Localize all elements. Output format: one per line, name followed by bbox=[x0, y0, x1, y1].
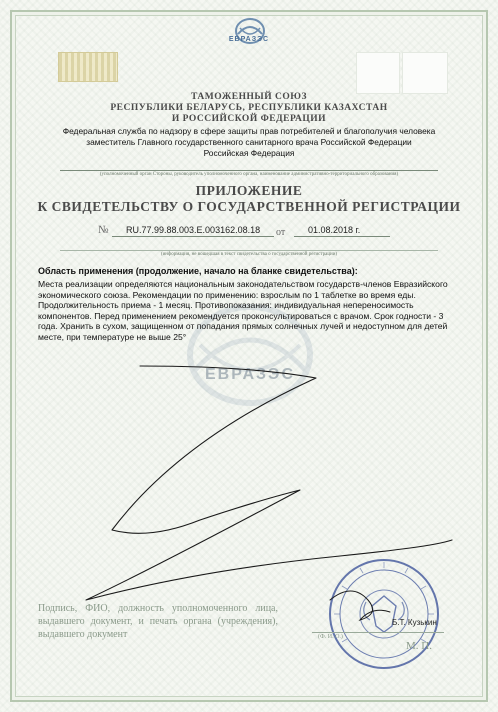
blank-box-left bbox=[356, 52, 400, 94]
date-label: от bbox=[276, 227, 286, 238]
title-line-1: ПРИЛОЖЕНИЕ bbox=[195, 183, 303, 198]
scope-paragraph: Места реализации определяются национальным законодательством государств-членов Евразийского экономического союза. Рекомендации по применению: взрослым по 1 таблетке во время еды. Продолжительность приема - 1 месяц. Противопоказания: индивидуальная непереносимость компонентов. Перед применением рекомендуется проконсультироваться с врачом. Срок годности - 3 года. Хранить в сухом, защищенном от попадания прямых солнечных лучей и недоступном для детей месте, при температуре не выше 25° bbox=[38, 279, 448, 342]
blank-box-right bbox=[402, 52, 448, 94]
info-caption: (информация, не вошедшая в текст свидетельства о государственной регистрации) bbox=[160, 252, 338, 257]
registration-date: 01.08.2018 г. bbox=[308, 225, 361, 235]
signer-name: Б.Т. Кузькин bbox=[392, 618, 437, 627]
authority-line-3: Российская Федерация bbox=[203, 148, 295, 158]
date-underline bbox=[294, 236, 390, 237]
emblem-label: ЕВРАЗЭС bbox=[228, 36, 270, 43]
authority-line-1: Федеральная служба по надзору в сфере защиты прав потребителей и благополучия человека bbox=[62, 126, 436, 136]
fio-underline bbox=[312, 632, 444, 633]
number-underline bbox=[112, 236, 274, 237]
union-line-3: И РОССИЙСКОЙ ФЕДЕРАЦИИ bbox=[171, 114, 327, 124]
number-label: № bbox=[98, 224, 109, 236]
registration-number: RU.77.99.88.003.Е.003162.08.18 bbox=[126, 225, 261, 235]
watermark-label: ЕВРАЗЭС bbox=[204, 366, 295, 383]
scope-heading: Область применения (продолжение, начало на бланке свидетельства): bbox=[38, 266, 358, 276]
hologram-patch bbox=[58, 52, 118, 82]
signature-caption: Подпись, ФИО, должность уполномоченного лица, выдавшего документ, и печать органа (учреждения), выдавшего документ bbox=[38, 603, 278, 640]
fio-caption: (Ф. И. О.) bbox=[318, 634, 343, 640]
eurasec-emblem-icon bbox=[226, 14, 274, 56]
authority-caption: (уполномоченный орган Стороны, руководитель уполномоченного органа, наименование административно-территориального образования) bbox=[99, 172, 399, 177]
authority-underline bbox=[60, 170, 438, 171]
title-line-2: К СВИДЕТЕЛЬСТВУ О ГОСУДАРСТВЕННОЙ РЕГИСТРАЦИИ bbox=[37, 199, 461, 214]
authority-line-2: заместитель Главного государственного санитарного врача Российской Федерации bbox=[86, 137, 412, 147]
union-line-1: ТАМОЖЕННЫЙ СОЮЗ bbox=[191, 92, 307, 102]
union-line-2: РЕСПУБЛИКИ БЕЛАРУСЬ, РЕСПУБЛИКИ КАЗАХСТАН bbox=[110, 103, 388, 113]
official-seal-icon bbox=[326, 556, 442, 672]
info-underline bbox=[60, 250, 438, 251]
mp-label: М. П. bbox=[406, 640, 432, 652]
